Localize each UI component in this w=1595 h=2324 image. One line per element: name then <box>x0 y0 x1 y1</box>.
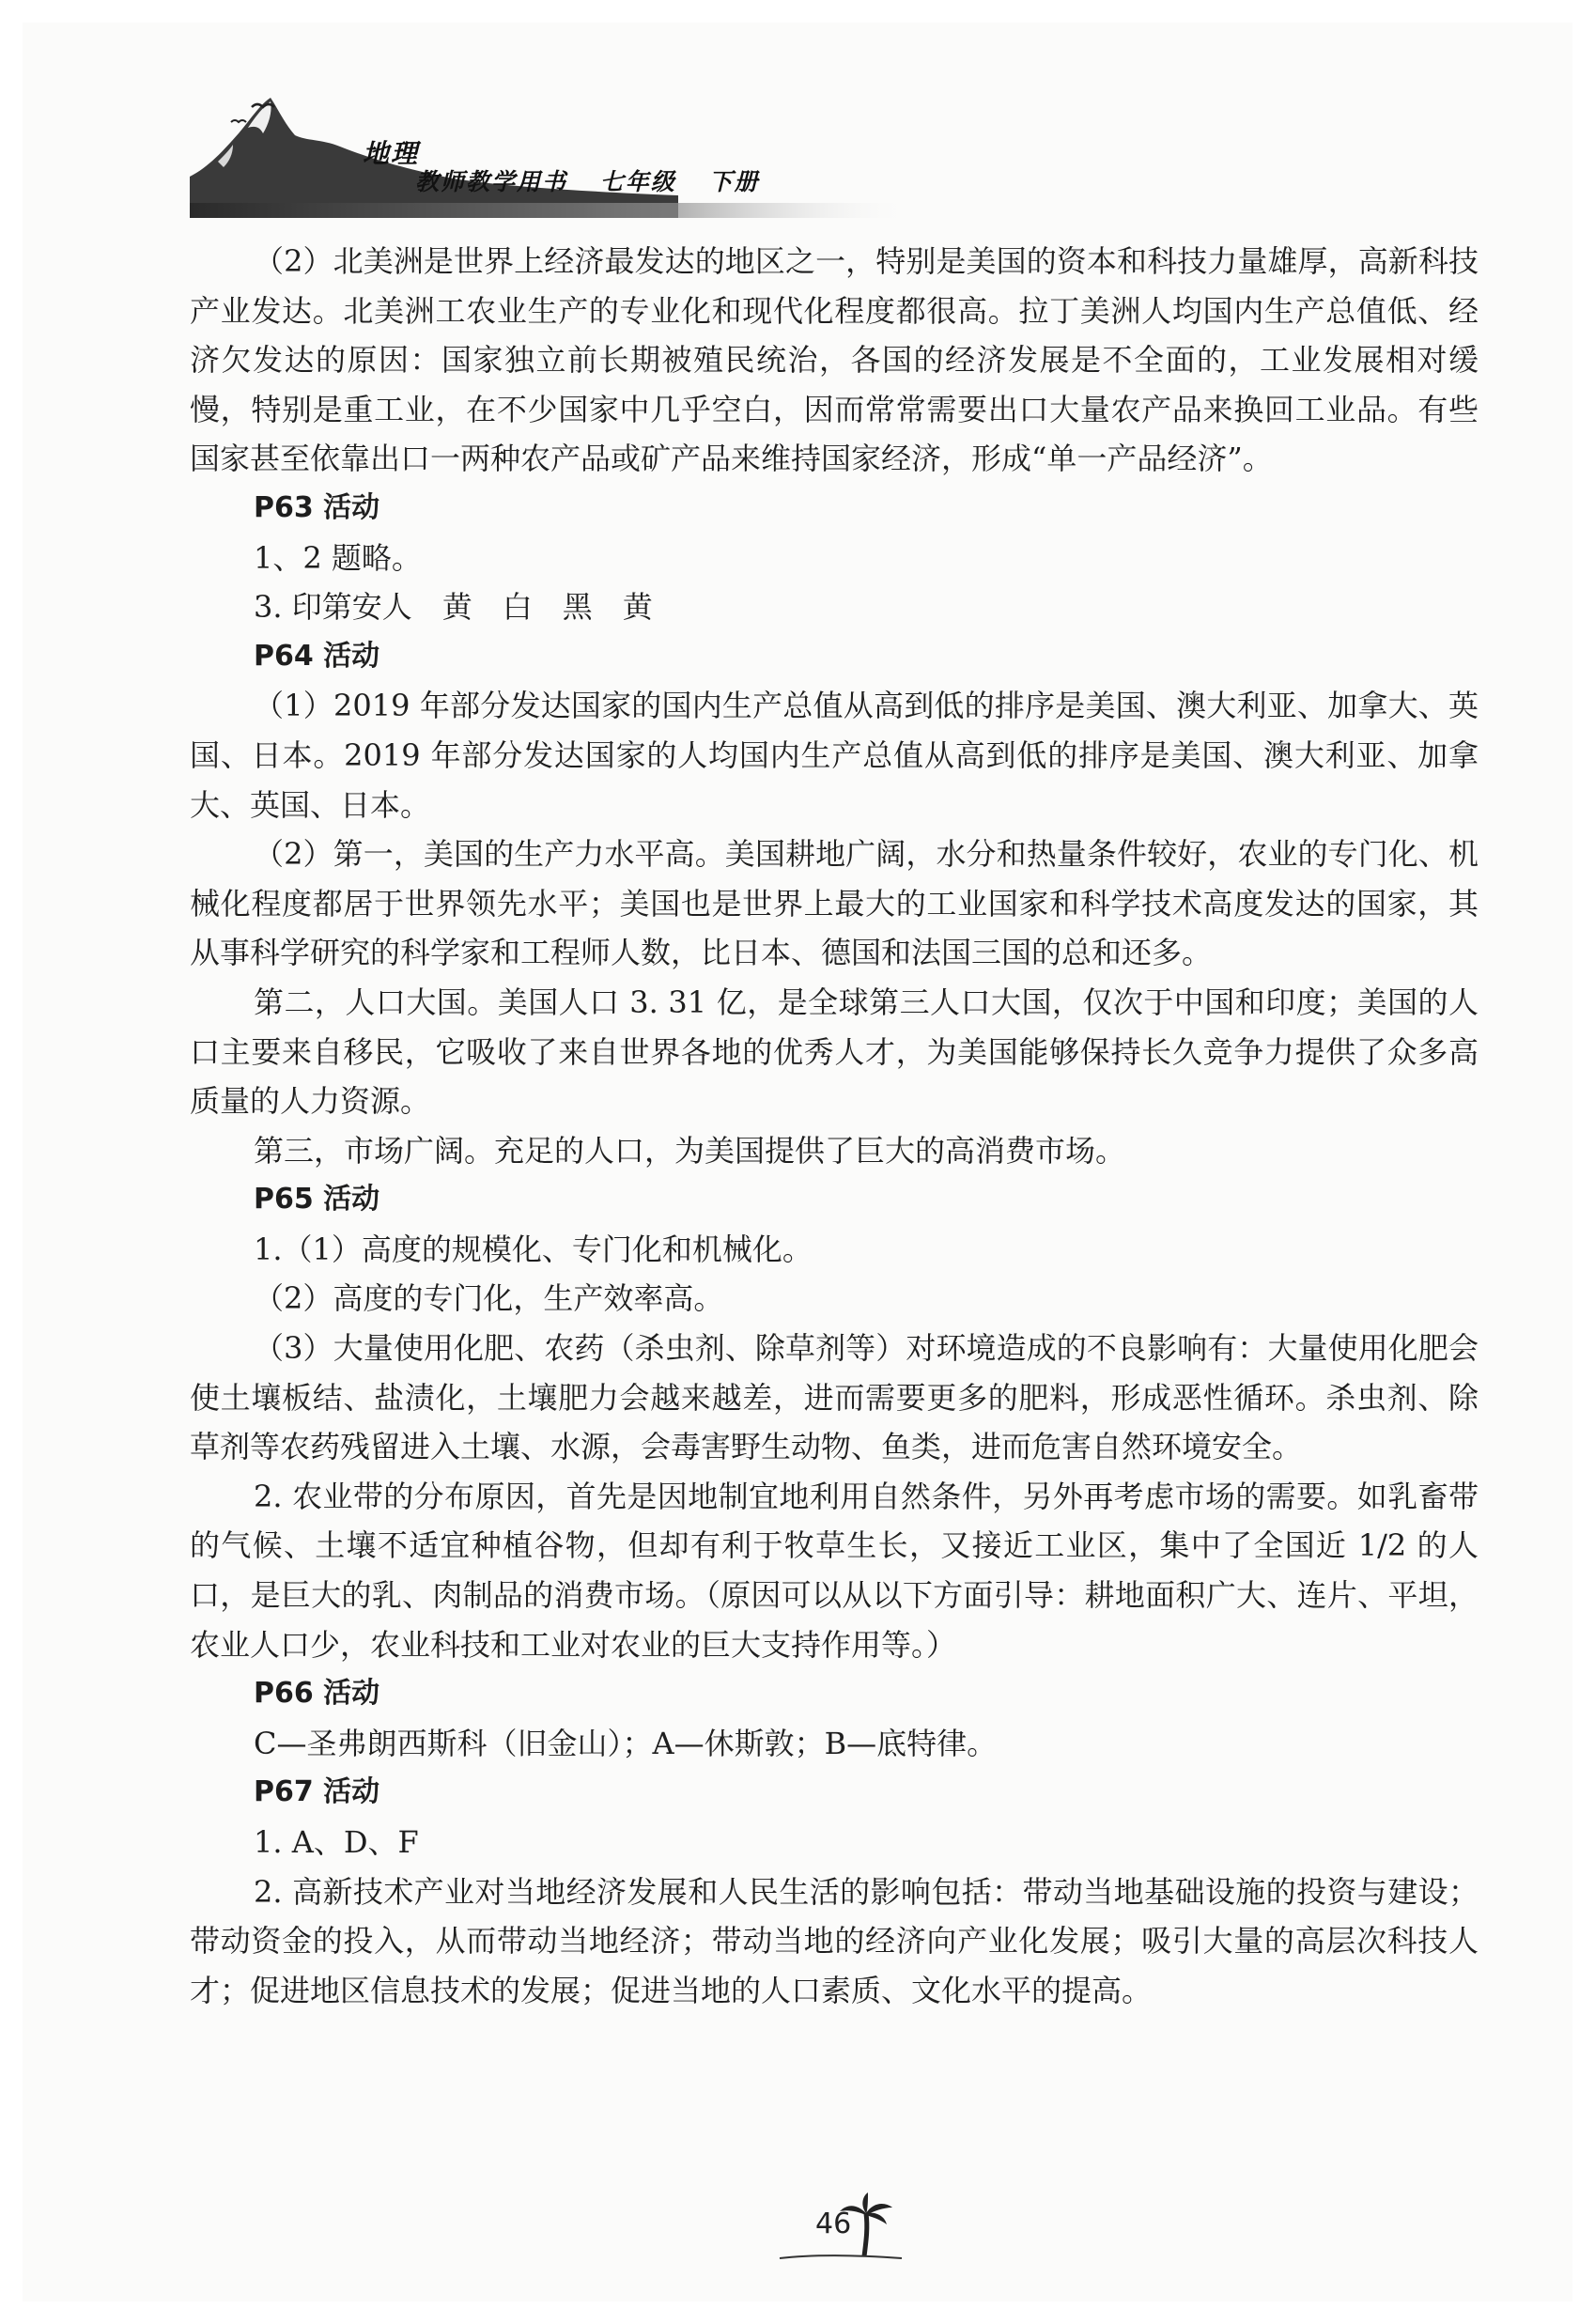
paragraph: 2. 农业带的分布原因，首先是因地制宜地利用自然条件，另外再考虑市场的需要。如乳畜带的气候、土壤不适宜种植谷物，但却有利于牧草生长，又接近工业区，集中了全国近 1/2 的人口，是巨大的乳、肉制品的消费市场。（原因可以从以下方面引导：耕地面积广大、连片、平坦，农业人口少，农业科技和工业对农业的巨大支持作用等。） <box>190 1478 1479 1663</box>
section-heading: P66 活动 <box>254 1677 380 1711</box>
body-text <box>190 237 1479 2015</box>
paragraph: C—圣弗朗西斯科（旧金山）；A—休斯敦；B—底特律。 <box>254 1725 998 1761</box>
paragraph: 1、2 题略。 <box>254 539 422 576</box>
paragraph: （2）北美洲是世界上经济最发达的地区之一，特别是美国的资本和科技力量雄厚，高新科技产业发达。北美洲工农业生产的专业化和现代化程度都很高。拉丁美洲人均国内生产总值低、经济欠发达的原因：国家独立前长期被殖民统治，各国的经济发展是不全面的，工业发展相对缓慢，特别是重工业，在不少国家中几乎空白，因而常常需要出口大量农产品来换回工业品。有些国家甚至依靠出口一两种农产品或矿产品来维持国家经济，形成“单一产品经济”。 <box>190 243 1479 477</box>
page-footer <box>774 2187 906 2262</box>
paragraph: 2. 高新技术产业对当地经济发展和人民生活的影响包括：带动当地基础设施的投资与建设；带动资金的投入，从而带动当地经济；带动当地的经济向产业化发展；吸引大量的高层次科技人才；促进地区信息技术的发展；促进当地的人口素质、文化水平的提高。 <box>190 1873 1479 2008</box>
paragraph: （2）第一，美国的生产力水平高。美国耕地广阔，水分和热量条件较好，农业的专门化、机械化程度都居于世界领先水平；美国也是世界上最大的工业国家和科学技术高度发达的国家，其从事科学研究的科学家和工程师人数，比日本、德国和法国三国的总和还多。 <box>190 836 1479 971</box>
paragraph: 第三，市场广阔。充足的人口，为美国提供了巨大的高消费市场。 <box>254 1132 1126 1169</box>
section-heading: P65 活动 <box>254 1183 380 1216</box>
page <box>23 23 1572 2301</box>
header-grade: 七年级 <box>599 168 676 195</box>
header-volume: 下册 <box>708 168 760 195</box>
paragraph: 3. 印第安人 黄 白 黑 黄 <box>254 589 653 626</box>
header-book-title: 教师教学用书 <box>415 168 568 195</box>
page-header <box>190 85 904 225</box>
paragraph: 1. A、D、F <box>254 1824 419 1860</box>
section-heading: P63 活动 <box>254 490 380 524</box>
paragraph: 1.（1）高度的规模化、专门化和机械化。 <box>254 1231 813 1267</box>
section-heading: P67 活动 <box>254 1775 380 1809</box>
paragraph: 第二，人口大国。美国人口 3. 31 亿，是全球第三人口大国，仅次于中国和印度；美国的人口主要来自移民，它吸收了来自世界各地的优秀人才，为美国能够保持长久竞争力提供了众多高质量的人力资源。 <box>190 984 1479 1120</box>
mountain-landscape-icon <box>190 85 904 225</box>
header-book-info <box>415 163 782 197</box>
paragraph: （2）高度的专门化，生产效率高。 <box>254 1280 724 1317</box>
page-number: 46 <box>815 2208 852 2240</box>
header-subject: 地理 <box>363 138 420 169</box>
paragraph: （1）2019 年部分发达国家的国内生产总值从高到低的排序是美国、澳大利亚、加拿大、英国、日本。2019 年部分发达国家的人均国内生产总值从高到低的排序是美国、澳大利亚、加拿大、英国、日本。 <box>190 688 1479 823</box>
paragraph: （3）大量使用化肥、农药（杀虫剂、除草剂等）对环境造成的不良影响有：大量使用化肥会使土壤板结、盐渍化，土壤肥力会越来越差，进而需要更多的肥料，形成恶性循环。杀虫剂、除草剂等农药残留进入土壤、水源，会毒害野生动物、鱼类，进而危害自然环境安全。 <box>190 1330 1479 1465</box>
section-heading: P64 活动 <box>254 639 380 673</box>
